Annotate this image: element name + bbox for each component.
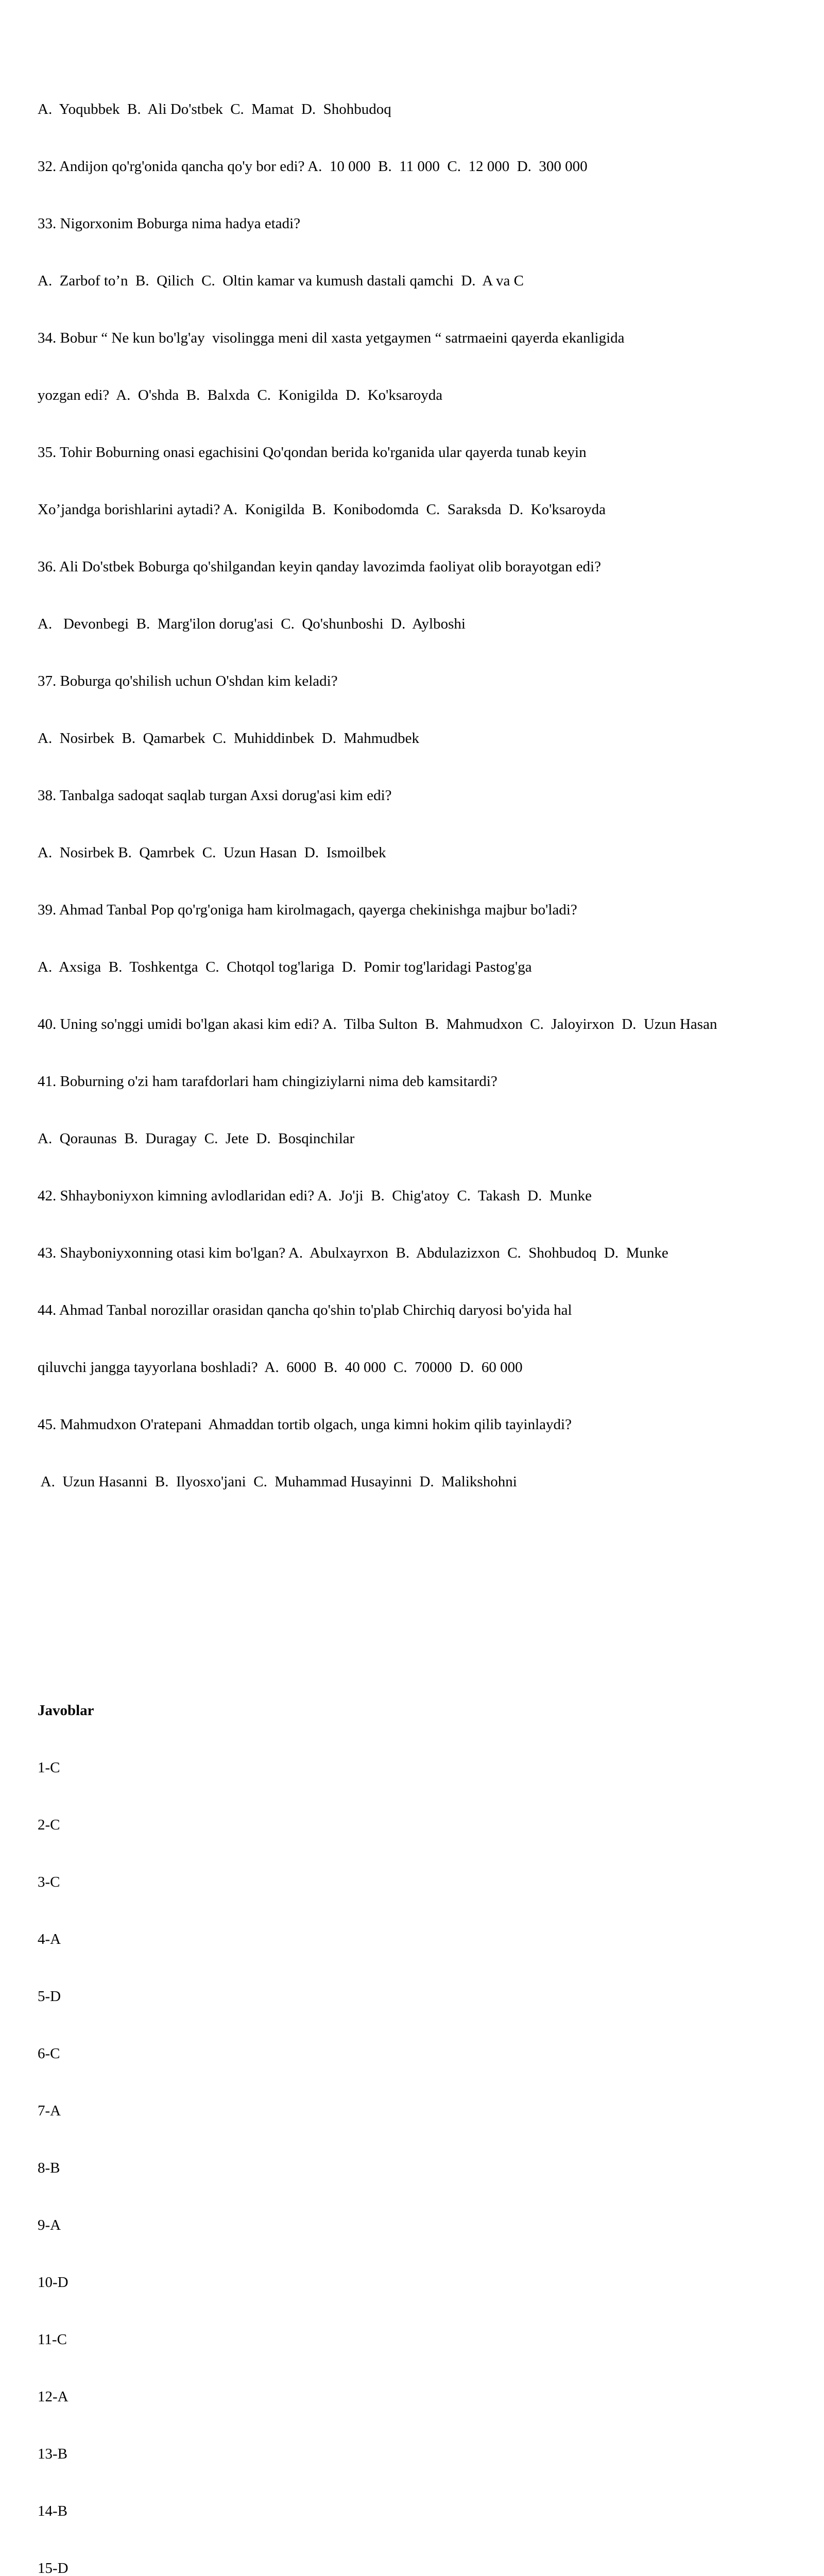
question-line: 41. Boburning o'zi ham tarafdorlari ham chingiziylarni nima deb kamsitardi? [38, 1073, 497, 1090]
answer-item: 10-D [38, 2274, 68, 2291]
answer-item: 7-A [38, 2103, 61, 2119]
answer-item: 11-C [38, 2331, 67, 2348]
document-text [38, 24, 815, 2576]
question-line: A. Devonbegi B. Marg'ilon dorug'asi C. Qo'shunboshi D. Aylboshi [38, 616, 466, 632]
question-line: 44. Ahmad Tanbal norozillar orasidan qancha qo'shin to'plab Chirchiq daryosi bo'yida hal [38, 1302, 572, 1318]
question-line: 34. Bobur “ Ne kun bo'lg'ay visolingga meni dil xasta yetgaymen “ satrmaeini qayerda ekanligida [38, 330, 625, 346]
answers-section [38, 1663, 815, 2576]
blank-line [38, 1587, 815, 1606]
answer-item: 1-C [38, 1759, 60, 1776]
question-line: 39. Ahmad Tanbal Pop qo'rg'oniga ham kirolmagach, qayerga chekinishga majbur bo'ladi? [38, 902, 577, 918]
answer-item: 9-A [38, 2217, 61, 2233]
answer-item: 6-C [38, 2045, 60, 2062]
question-line: A. Nosirbek B. Qamarbek C. Muhiddinbek D. Mahmudbek [38, 730, 420, 747]
question-line: qiluvchi jangga tayyorlana boshladi? A. 6000 B. 40 000 C. 70000 D. 60 000 [38, 1359, 523, 1376]
question-line: A. Axsiga B. Toshkentga C. Chotqol tog'lariga D. Pomir tog'laridagi Pastog'ga [38, 959, 532, 975]
answer-item: 14-B [38, 2503, 67, 2519]
answer-item: 12-A [38, 2388, 68, 2405]
answer-item: 3-C [38, 1874, 60, 1890]
question-line: 33. Nigorxonim Boburga nima hadya etadi? [38, 215, 301, 232]
question-line: A. Qoraunas B. Duragay C. Jete D. Bosqinchilar [38, 1130, 355, 1147]
answer-item: 5-D [38, 1988, 61, 2005]
question-line: Xo’jandga borishlarini aytadi? A. Konigilda B. Konibodomda C. Saraksda D. Ko'ksaroyda [38, 501, 606, 518]
question-line: 40. Uning so'nggi umidi bo'lgan akasi kim edi? A. Tilba Sulton B. Mahmudxon C. Jaloyirxon D. Uzun Hasan [38, 1016, 717, 1032]
answer-item: 2-C [38, 1817, 60, 1833]
question-line: 42. Shhayboniyxon kimning avlodlaridan edi? A. Jo'ji B. Chig'atoy C. Takash D. Munke [38, 1188, 592, 1204]
question-line: A. Uzun Hasanni B. Ilyosxo'jani C. Muhammad Husayinni D. Malikshohni [38, 1473, 517, 1490]
question-line: 35. Tohir Boburning onasi egachisini Qo'qondan berida ko'rganida ular qayerda tunab keyin [38, 444, 587, 461]
question-line: A. Nosirbek B. Qamrbek C. Uzun Hasan D. Ismoilbek [38, 844, 386, 861]
question-line: 45. Mahmudxon O'ratepani Ahmaddan tortib olgach, unga kimni hokim qilib tayinlaydi? [38, 1416, 572, 1433]
answer-item: 13-B [38, 2446, 67, 2462]
question-line: yozgan edi? A. O'shda B. Balxda C. Konigilda D. Ko'ksaroyda [38, 387, 443, 403]
question-line: 43. Shayboniyxonning otasi kim bo'lgan? A. Abulxayrxon B. Abdulazizxon C. Shohbudoq D. Munke [38, 1245, 668, 1261]
question-line: 32. Andijon qo'rg'onida qancha qo'y bor edi? A. 10 000 B. 11 000 C. 12 000 D. 300 000 [38, 158, 588, 175]
answer-item: 15-D [38, 2560, 68, 2576]
question-line: 38. Tanbalga sadoqat saqlab turgan Axsi dorug'asi kim edi? [38, 787, 392, 804]
question-line: 36. Ali Do'stbek Boburga qo'shilgandan keyin qanday lavozimda faoliyat olib borayotgan edi? [38, 558, 601, 575]
answer-item: 8-B [38, 2160, 60, 2176]
question-line: A. Zarbof to’n B. Qilich C. Oltin kamar va kumush dastali qamchi D. A va C [38, 273, 524, 289]
question-line: 37. Boburga qo'shilish uchun O'shdan kim keladi? [38, 673, 338, 689]
questions-block [38, 62, 815, 1530]
answer-item: 4-A [38, 1931, 61, 1947]
answers-heading: Javoblar [38, 1702, 94, 1719]
question-line: A. Yoqubbek B. Ali Do'stbek C. Mamat D. Shohbudoq [38, 101, 391, 117]
